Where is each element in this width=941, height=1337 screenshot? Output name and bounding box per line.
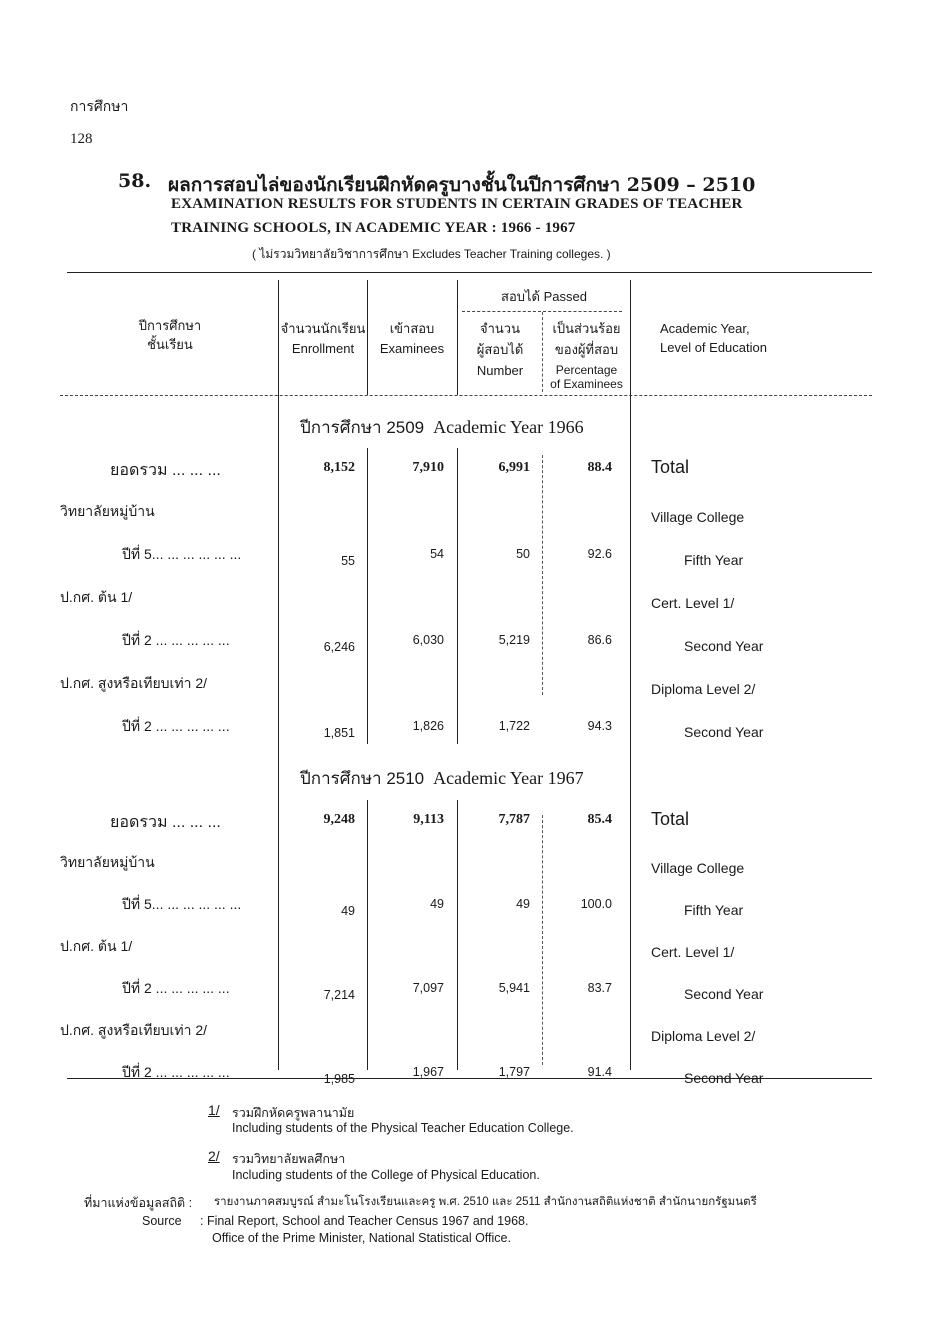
col-divider-passed-a (542, 455, 543, 695)
header-enroll-th: จำนวนนักเรียน (280, 321, 366, 336)
header-number-en: Number (476, 363, 524, 378)
cell-passed-percentage: 86.6 (587, 633, 612, 647)
source-th-label: ที่มาแห่งข้อมูลสถิติ : (84, 1196, 193, 1210)
row-label-th: ป.กศ. ต้น 1/ (60, 938, 133, 954)
col-divider-3-b (457, 800, 458, 1070)
cell-examinees: 1,826 (412, 719, 444, 733)
cell-examinees: 1,967 (412, 1065, 444, 1079)
cell-enrollment: 6,246 (323, 640, 355, 654)
header-pct-en-1: Percentage (555, 363, 618, 377)
row-label-en: Total (651, 457, 690, 477)
cell-enrollment: 49 (341, 904, 355, 918)
cell-enrollment: 1,985 (323, 1072, 355, 1086)
cell-passed-number: 1,722 (498, 719, 530, 733)
cell-examinees: 7,910 (412, 460, 444, 475)
header-exam-en: Examinees (379, 341, 445, 356)
header-number-th-2: ผู้สอบได้ (476, 342, 524, 357)
row-label-en: Cert. Level 1/ (651, 944, 735, 960)
row-label-en: Cert. Level 1/ (651, 595, 735, 611)
table-title-en-1: EXAMINATION RESULTS FOR STUDENTS IN CERTAIN GRADES OF TEACHER (171, 196, 743, 212)
cell-passed-number: 49 (516, 897, 530, 911)
row-label-th: ยอดรวม ... ... ... (110, 462, 221, 479)
col-divider-2-head (367, 280, 368, 395)
source-en-label: Source (142, 1214, 182, 1228)
header-level-th-1: ปีการศึกษา (138, 318, 202, 333)
row-label-th: ยอดรวม ... ... ... (110, 814, 221, 831)
section-heading-1966: ปีการศึกษา 2509 Academic Year 1966 (300, 417, 584, 437)
cell-passed-percentage: 94.3 (587, 719, 612, 733)
page-number: 128 (70, 131, 93, 147)
header-pct-th-1: เป็นส่วนร้อย (552, 321, 621, 336)
header-divider (60, 395, 872, 396)
header-pct-en-2: of Examinees (550, 377, 623, 391)
cell-passed-percentage: 85.4 (587, 812, 612, 827)
col-divider-3-head (457, 280, 458, 395)
col-divider-2-b (367, 800, 368, 1070)
row-label-en: Fifth Year (684, 902, 744, 918)
cell-examinees: 7,097 (412, 981, 444, 995)
header-exam-th: เข้าสอบ (389, 321, 435, 336)
cell-enrollment: 1,851 (323, 726, 355, 740)
footnote-1-en: Including students of the Physical Teacher Education College. (232, 1121, 574, 1135)
footnote-1-mark: 1/ (208, 1102, 220, 1118)
row-label-th: ป.กศ. สูงหรือเทียบเท่า 2/ (60, 675, 207, 691)
row-label-en: Village College (651, 860, 745, 876)
row-label-th: ปีที่ 2 ... ... ... ... ... (122, 718, 230, 734)
cell-passed-number: 5,941 (498, 981, 530, 995)
table-number: 58. (118, 170, 152, 192)
header-number-th-1: จำนวน (480, 321, 520, 336)
cell-enrollment: 55 (341, 554, 355, 568)
cell-examinees: 54 (430, 547, 444, 561)
header-level-th-2: ชั้นเรียน (147, 337, 193, 352)
row-label-th: วิทยาลัยหมู่บ้าน (60, 854, 155, 870)
row-label-th: ปีที่ 2 ... ... ... ... ... (122, 980, 230, 996)
source-th: รายงานภาคสมบูรณ์ สำมะโนโรงเรียนและครู พ.ศ. 2510 และ 2511 สำนักงานสถิติแห่งชาติ สำนักนายกรัฐมนตรี (214, 1196, 757, 1208)
cell-passed-number: 1,797 (498, 1065, 530, 1079)
row-label-en: Diploma Level 2/ (651, 681, 756, 697)
cell-passed-percentage: 92.6 (587, 547, 612, 561)
col-divider-passed (542, 312, 543, 392)
source-en-1: : Final Report, School and Teacher Census 1967 and 1968. (200, 1214, 529, 1228)
cell-enrollment: 7,214 (323, 988, 355, 1002)
header-passed: สอบได้ Passed (501, 289, 587, 304)
table-note: ( ไม่รวมวิทยาลัยวิชาการศึกษา Excludes Teacher Training colleges. ) (252, 247, 611, 261)
footnote-2-mark: 2/ (208, 1148, 220, 1164)
cell-passed-number: 7,787 (498, 812, 530, 827)
col-divider-2-a (367, 448, 368, 744)
header-pct-th-2: ของผู้ที่สอบ (554, 342, 619, 357)
cell-examinees: 49 (430, 897, 444, 911)
row-label-en: Village College (651, 509, 745, 525)
footnote-2-en: Including students of the College of Physical Education. (232, 1168, 540, 1182)
cell-passed-percentage: 83.7 (587, 981, 612, 995)
cell-passed-number: 50 (516, 547, 530, 561)
header-enroll-en: Enrollment (291, 341, 355, 356)
cell-passed-number: 6,991 (498, 460, 530, 475)
cell-enrollment: 8,152 (323, 460, 355, 475)
cell-examinees: 6,030 (412, 633, 444, 647)
page-section-title: การศึกษา (70, 99, 129, 115)
table-title-thai: ผลการสอบไล่ของนักเรียนฝึกหัดครูบางชั้นในปีการศึกษา 2509 – 2510 (168, 174, 756, 196)
cell-passed-number: 5,219 (498, 633, 530, 647)
row-label-th: ป.กศ. สูงหรือเทียบเท่า 2/ (60, 1022, 207, 1038)
row-label-en: Second Year (684, 724, 764, 740)
header-level-en-2: Level of Education (660, 340, 767, 355)
row-label-en: Second Year (684, 638, 764, 654)
row-label-th: ปีที่ 5... ... ... ... ... ... (122, 546, 242, 562)
cell-passed-percentage: 88.4 (587, 460, 612, 475)
row-label-en: Second Year (684, 1070, 764, 1086)
row-label-th: ป.กศ. ต้น 1/ (60, 589, 133, 605)
row-label-en: Total (651, 809, 690, 829)
cell-passed-percentage: 100.0 (580, 897, 612, 911)
table-title-en-2: TRAINING SCHOOLS, IN ACADEMIC YEAR : 1966 - 1967 (171, 220, 576, 236)
row-label-th: ปีที่ 5... ... ... ... ... ... (122, 896, 242, 912)
col-divider-1 (278, 280, 279, 1070)
cell-passed-percentage: 91.4 (587, 1065, 612, 1079)
row-label-en: Diploma Level 2/ (651, 1028, 756, 1044)
section-heading-1967: ปีการศึกษา 2510 Academic Year 1967 (300, 768, 584, 788)
col-divider-4 (630, 280, 631, 1070)
source-en-2: Office of the Prime Minister, National Statistical Office. (212, 1231, 511, 1245)
row-label-th: ปีที่ 2 ... ... ... ... ... (122, 632, 230, 648)
footnote-1-th: รวมฝึกหัดครูพลานามัย (232, 1106, 355, 1120)
row-label-th: วิทยาลัยหมู่บ้าน (60, 503, 155, 519)
col-divider-passed-b (542, 815, 543, 1065)
passed-subrule (462, 311, 622, 312)
cell-enrollment: 9,248 (323, 812, 355, 827)
cell-examinees: 9,113 (413, 812, 444, 827)
header-level-en-1: Academic Year, (660, 321, 750, 336)
footnote-2-th: รวมวิทยาลัยพลศึกษา (232, 1152, 346, 1166)
row-label-en: Fifth Year (684, 552, 744, 568)
row-label-th: ปีที่ 2 ... ... ... ... ... (122, 1064, 230, 1080)
col-divider-3-a (457, 448, 458, 744)
table-top-rule (67, 272, 872, 273)
row-label-en: Second Year (684, 986, 764, 1002)
